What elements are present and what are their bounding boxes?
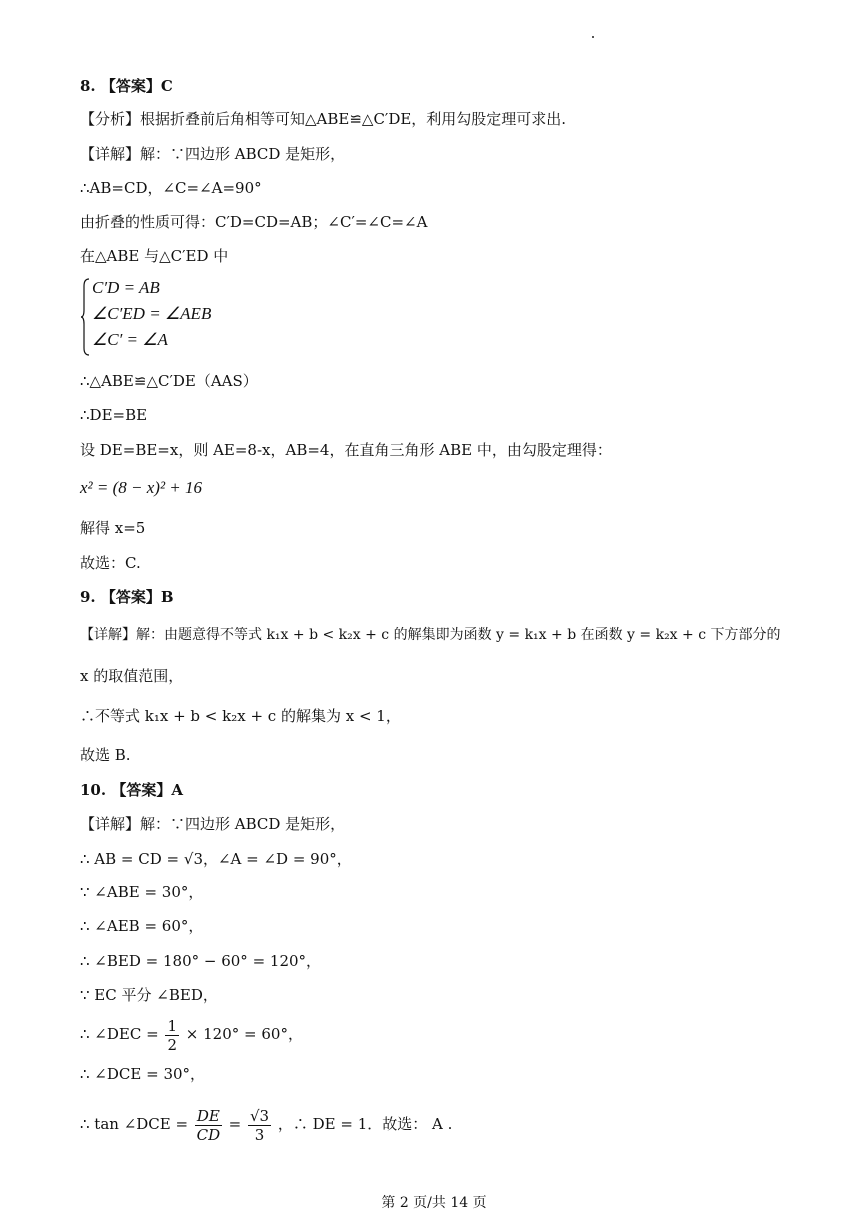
q10-line4: ∴ ∠AEB = 60°，	[80, 917, 204, 935]
q10-line7	[80, 1014, 303, 1054]
q9-line1: 【详解】解：由题意得不等式 k₁x + b < k₂x + c 的解集即为函数 y = k₁x + b 在函数 y = k₂x + c 下方部分的	[80, 627, 781, 643]
q8-line3: 在△ABE 与△C′ED 中	[80, 247, 229, 265]
q10-line9-post: ，∴ DE = 1．故选： A .	[277, 1115, 453, 1133]
q10-line6: ∵ EC 平分 ∠BED，	[80, 986, 218, 1004]
q8-line7: 解得 x=5	[80, 519, 146, 537]
q8-analysis: 【分析】根据折叠前后角相等可知△ABE≌△C′DE，利用勾股定理可求出.	[80, 110, 567, 128]
fraction-denominator: CD	[196, 1125, 221, 1144]
q8-line2: 由折叠的性质可得：C′D=CD=AB；∠C′=∠C=∠A	[80, 213, 428, 231]
q8-line4: ∴△ABE≌△C′DE（AAS）	[80, 372, 258, 390]
q10-line5: ∴ ∠BED = 180° − 60° = 120°，	[80, 952, 322, 970]
q8-line1: ∴AB=CD，∠C=∠A=90°	[80, 179, 262, 197]
q9-line2: x 的取值范围，	[80, 667, 184, 685]
q8-line5: ∴DE=BE	[80, 406, 148, 424]
q10-line9-pre: ∴ tan ∠DCE =	[80, 1115, 189, 1133]
fraction-de-cd	[195, 1107, 222, 1144]
q9-line3: ∴不等式 k₁x + b < k₂x + c 的解集为 x < 1，	[80, 707, 401, 725]
q10-line3: ∵ ∠ABE = 30°，	[80, 883, 204, 901]
fraction-root3-3	[248, 1107, 271, 1144]
q8-heading: 8. 【答案】C	[80, 77, 173, 95]
equals-sign: =	[228, 1115, 242, 1133]
fraction-denominator: 3	[254, 1125, 265, 1144]
q8-line8: 故选：C.	[80, 554, 141, 572]
q10-line9	[80, 1104, 452, 1144]
brace-icon	[80, 278, 90, 356]
q8-equation: x² = (8 − x)² + 16	[80, 478, 203, 497]
q9-line4: 故选 B.	[80, 746, 131, 764]
q9-heading: 9. 【答案】B	[80, 588, 174, 606]
q10-line7-post: × 120° = 60°，	[185, 1025, 303, 1043]
q10-heading: 10. 【答案】A	[80, 781, 183, 799]
q8-detail-intro: 【详解】解：∵四边形 ABCD 是矩形，	[80, 145, 346, 163]
q8-system-eq3: ∠C′ = ∠A	[92, 330, 168, 349]
q8-system-eq1: C′D = AB	[92, 278, 160, 297]
q10-line1: 【详解】解：∵四边形 ABCD 是矩形，	[80, 815, 346, 833]
page-footer: 第 2 页/共 14 页	[381, 1195, 487, 1211]
q8-system-eq2: ∠C′ED = ∠AEB	[92, 304, 212, 323]
fraction-numerator: √3	[249, 1106, 270, 1125]
q10-line8: ∴ ∠DCE = 30°，	[80, 1065, 206, 1083]
scan-dot	[592, 36, 594, 38]
q10-line7-pre: ∴ ∠DEC =	[80, 1025, 159, 1043]
fraction-one-half	[165, 1017, 179, 1054]
q8-line6: 设 DE=BE=x，则 AE=8-x，AB=4，在直角三角形 ABE 中，由勾股定理得：	[80, 441, 612, 459]
fraction-denominator: 2	[167, 1035, 177, 1054]
fraction-numerator: 1	[167, 1016, 177, 1035]
q10-line2: ∴ AB = CD = √3，∠A = ∠D = 90°，	[80, 850, 352, 868]
fraction-numerator: DE	[196, 1106, 220, 1125]
